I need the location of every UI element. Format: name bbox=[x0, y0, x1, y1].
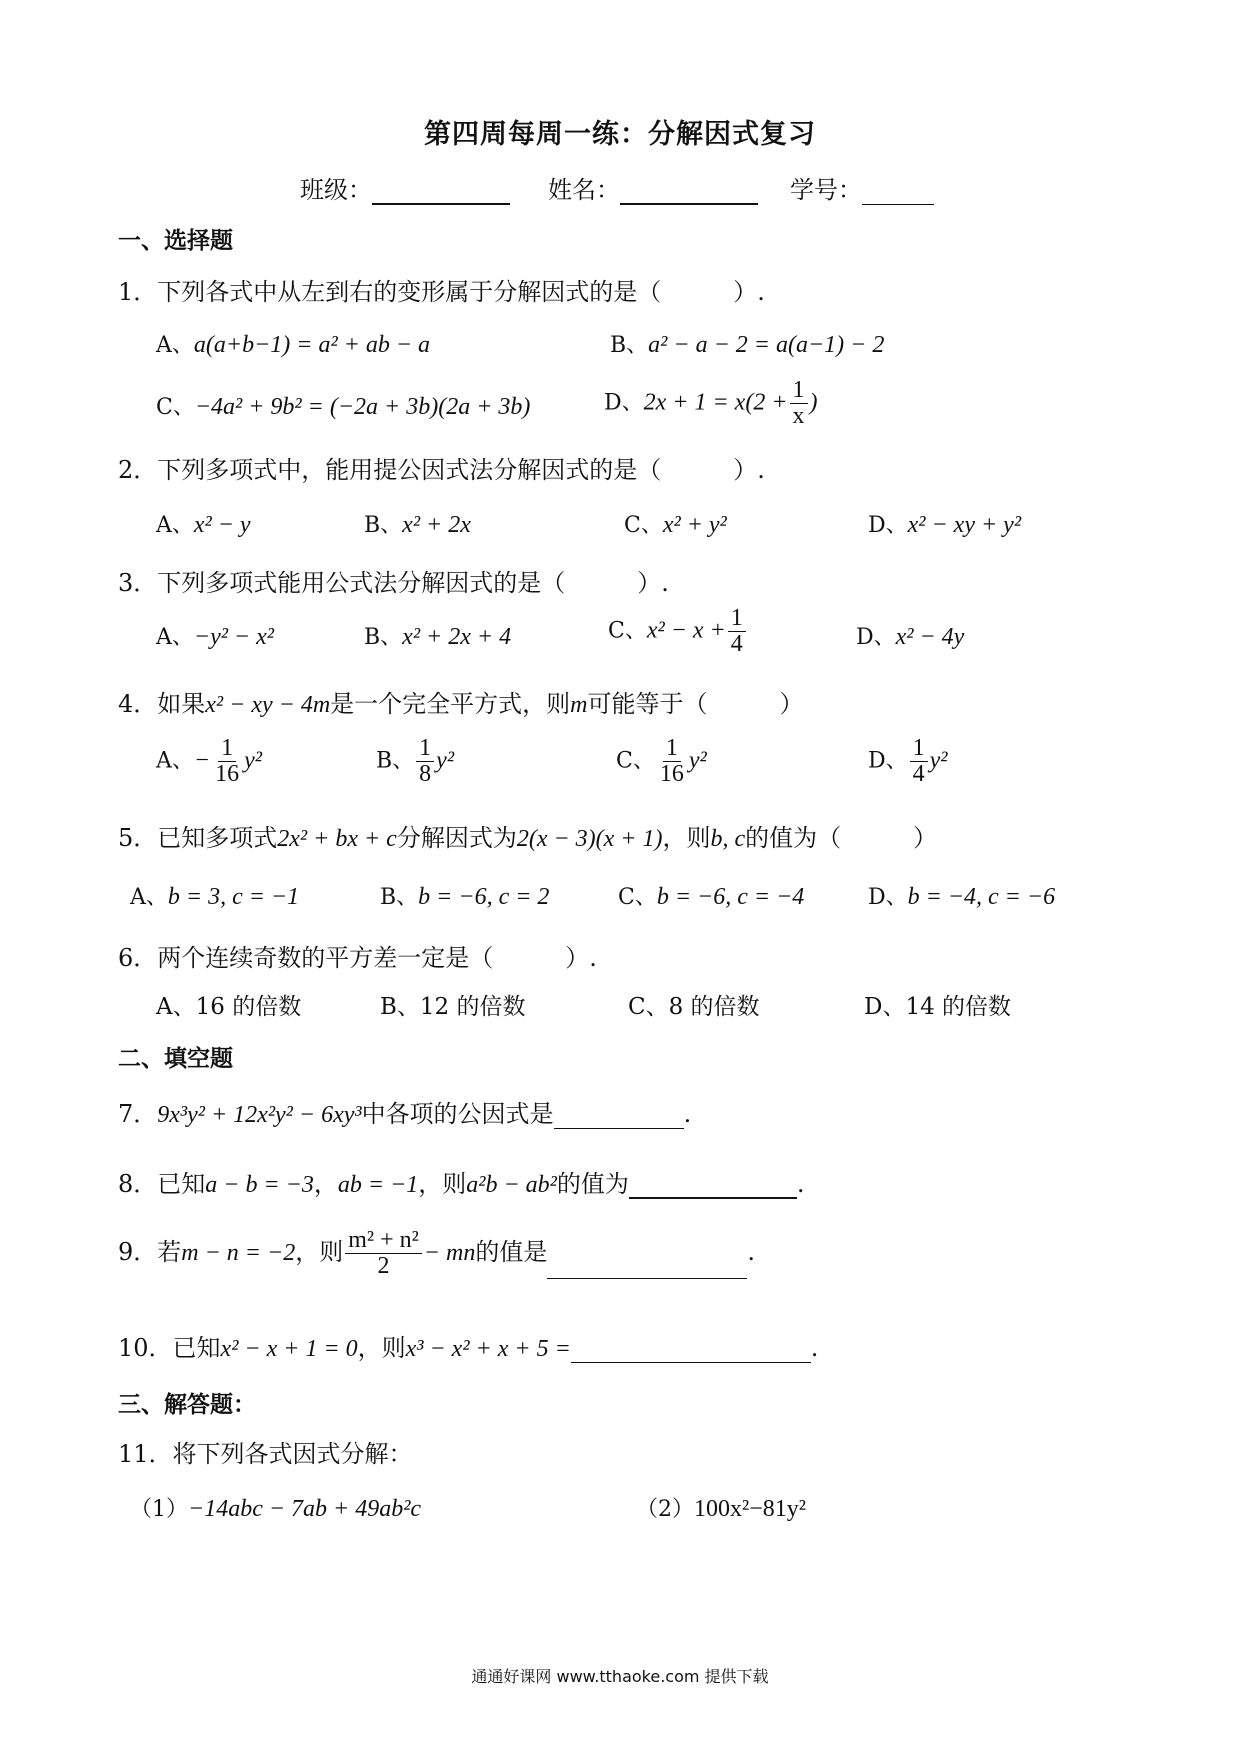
option-expr: x² − 4y bbox=[895, 624, 965, 650]
fraction-numerator: 1 bbox=[790, 378, 808, 404]
fraction-denominator: 8 bbox=[419, 761, 432, 788]
fraction-denominator: 4 bbox=[730, 631, 743, 658]
q5-option-c[interactable] bbox=[618, 880, 804, 911]
fraction-denominator: 2 bbox=[377, 1253, 390, 1280]
option-expr: 2x + 1 = x(2 + bbox=[643, 389, 788, 416]
question-7 bbox=[118, 1094, 691, 1129]
fraction bbox=[345, 1228, 422, 1279]
question-8 bbox=[118, 1164, 805, 1199]
q5-option-a[interactable] bbox=[130, 880, 299, 911]
option-label: C、 bbox=[608, 618, 647, 644]
question-3: 3．下列多项式能用公式法分解因式的是（ ）. bbox=[118, 569, 669, 597]
option-expr: −4a² + 9b² = (−2a + 3b)(2a + 3b) bbox=[194, 394, 531, 420]
q5-option-b[interactable] bbox=[380, 880, 549, 911]
part-label: （2） bbox=[636, 1497, 694, 1522]
question-text: . bbox=[747, 1238, 755, 1267]
question-expr: − mn bbox=[423, 1240, 476, 1267]
q1-option-c[interactable] bbox=[156, 390, 530, 421]
question-text: 4．如果 bbox=[118, 690, 206, 718]
q6-option-a[interactable]: A、16 的倍数 bbox=[156, 994, 302, 1020]
option-label: D、 bbox=[868, 748, 908, 774]
class-field bbox=[300, 170, 510, 205]
q4-option-b[interactable] bbox=[376, 736, 454, 787]
option-expr: y² bbox=[436, 747, 455, 774]
question-expr: 2x² + bx + c bbox=[277, 826, 397, 852]
question-expr: ab = −1 bbox=[337, 1172, 419, 1198]
option-expr: ) bbox=[809, 389, 818, 416]
fraction-denominator: 16 bbox=[659, 761, 684, 788]
question-4 bbox=[118, 684, 804, 719]
q6-option-d[interactable]: D、14 的倍数 bbox=[864, 994, 1012, 1020]
q1-option-b[interactable] bbox=[610, 328, 884, 359]
q3-option-c[interactable] bbox=[608, 606, 748, 657]
section-fill: 二、填空题 bbox=[118, 1046, 233, 1072]
option-expr: b = −4, c = −6 bbox=[907, 884, 1056, 910]
option-label: A、 bbox=[156, 625, 194, 650]
answer-blank[interactable] bbox=[629, 1175, 797, 1199]
fraction bbox=[212, 736, 242, 787]
question-text: 的值是 bbox=[475, 1238, 548, 1267]
option-expr: x² − x + bbox=[646, 617, 726, 644]
question-1: 1．下列各式中从左到右的变形属于分解因式的是（ ）. bbox=[118, 278, 765, 306]
q6-option-c[interactable]: C、8 的倍数 bbox=[628, 994, 760, 1020]
q2-option-d[interactable] bbox=[868, 508, 1021, 539]
option-label: D、 bbox=[868, 513, 908, 538]
question-text: ，则 bbox=[357, 1334, 406, 1362]
q1-option-a[interactable] bbox=[156, 328, 430, 359]
option-expr: a² − a − 2 = a(a−1) − 2 bbox=[648, 332, 885, 358]
option-expr: b = −6, c = 2 bbox=[418, 884, 550, 910]
question-6: 6．两个连续奇数的平方差一定是（ ）. bbox=[118, 944, 597, 972]
q3-option-a[interactable] bbox=[156, 620, 274, 651]
question-expr: x² − x + 1 = 0 bbox=[220, 1336, 358, 1362]
option-label: C、 bbox=[618, 885, 657, 910]
option-label: D、 bbox=[856, 625, 896, 650]
option-label: A、 bbox=[130, 885, 168, 910]
answer-blank[interactable] bbox=[547, 1256, 747, 1279]
question-expr: m bbox=[570, 692, 588, 718]
question-text: 7． bbox=[118, 1100, 158, 1128]
option-label: D、 bbox=[868, 885, 908, 910]
option-label: B、 bbox=[364, 513, 403, 538]
option-label: C、 bbox=[156, 395, 195, 420]
q11-part-2 bbox=[636, 1492, 806, 1523]
option-label: B、 bbox=[376, 748, 415, 774]
option-label: A、 bbox=[156, 748, 194, 774]
fraction-numerator: 1 bbox=[910, 736, 928, 762]
option-label: C、 bbox=[624, 513, 663, 538]
option-expr: y² bbox=[688, 747, 707, 774]
question-text: ，则 bbox=[295, 1238, 344, 1267]
option-expr: y² bbox=[244, 747, 262, 774]
question-text: 的值为 bbox=[556, 1170, 629, 1198]
question-text: ， bbox=[313, 1170, 338, 1198]
option-label: C、 bbox=[616, 748, 655, 774]
fraction-numerator: m² + n² bbox=[345, 1228, 422, 1254]
answer-blank[interactable] bbox=[571, 1340, 811, 1363]
question-text: 可能等于（ ） bbox=[587, 690, 804, 718]
option-label: B、 bbox=[364, 625, 403, 650]
class-blank[interactable] bbox=[372, 179, 510, 205]
question-text: 是一个完全平方式，则 bbox=[330, 690, 571, 718]
option-expr: x² − y bbox=[193, 512, 251, 538]
question-10 bbox=[118, 1328, 818, 1363]
part-expr: −14abc − 7ab + 49ab²c bbox=[188, 1496, 422, 1522]
q4-option-a[interactable] bbox=[156, 736, 262, 787]
question-expr: b, c bbox=[710, 826, 746, 852]
q5-option-d[interactable] bbox=[868, 880, 1055, 911]
fraction-numerator: 1 bbox=[416, 736, 434, 762]
option-label: B、 bbox=[380, 885, 419, 910]
fraction-denominator: 16 bbox=[215, 761, 240, 788]
question-expr: a²b − ab² bbox=[466, 1172, 557, 1198]
question-text: . bbox=[796, 1170, 805, 1198]
option-label: A、 bbox=[156, 513, 194, 538]
option-expr: b = 3, c = −1 bbox=[167, 884, 300, 910]
q6-option-b[interactable]: B、12 的倍数 bbox=[380, 994, 526, 1020]
part-label: （1） bbox=[130, 1497, 188, 1522]
option-label: B、 bbox=[610, 333, 649, 358]
q2-option-a[interactable] bbox=[156, 508, 251, 539]
fraction bbox=[657, 736, 687, 787]
question-expr: 2(x − 3)(x + 1) bbox=[516, 826, 663, 852]
fraction bbox=[910, 736, 928, 787]
question-text: 中各项的公因式是 bbox=[361, 1100, 554, 1128]
footer-text: 通通好课网 www.tthaoke.com 提供下载 bbox=[471, 1667, 769, 1686]
question-text: 的值为（ ） bbox=[745, 824, 938, 852]
question-text: . bbox=[810, 1334, 819, 1362]
question-text: 9．若 bbox=[118, 1238, 182, 1267]
question-9 bbox=[118, 1228, 755, 1279]
fraction bbox=[790, 378, 808, 429]
fraction-numerator: 1 bbox=[728, 606, 746, 632]
fraction-denominator: x bbox=[792, 403, 805, 430]
question-text: 10．已知 bbox=[118, 1334, 221, 1362]
option-expr: x² − xy + y² bbox=[907, 512, 1022, 538]
question-expr: 9x³y² + 12x²y² − 6xy³ bbox=[157, 1102, 362, 1128]
id-blank[interactable] bbox=[862, 180, 934, 205]
option-expr: y² bbox=[929, 747, 948, 774]
q4-option-c[interactable] bbox=[616, 736, 707, 787]
question-text: ，则 bbox=[418, 1170, 467, 1198]
option-expr: x² + 2x + 4 bbox=[402, 624, 512, 650]
question-expr: a − b = −3 bbox=[205, 1172, 314, 1198]
option-expr: −y² − x² bbox=[193, 624, 274, 650]
option-expr: b = −6, c = −4 bbox=[656, 884, 805, 910]
q2-option-c[interactable] bbox=[624, 508, 727, 539]
question-text: . bbox=[683, 1100, 692, 1128]
question-text: 8．已知 bbox=[118, 1170, 206, 1198]
q3-option-d[interactable] bbox=[856, 620, 964, 651]
option-label: D、 bbox=[604, 390, 644, 416]
q2-option-b[interactable] bbox=[364, 508, 471, 539]
question-11: 11．将下列各式因式分解： bbox=[118, 1440, 413, 1468]
option-expr: − bbox=[193, 747, 211, 774]
name-field bbox=[548, 170, 758, 205]
option-expr: x² + 2x bbox=[402, 512, 471, 538]
fraction bbox=[416, 736, 434, 787]
question-expr: x³ − x² + x + 5 = bbox=[405, 1336, 571, 1362]
question-text: 分解因式为 bbox=[396, 824, 517, 852]
question-text: ，则 bbox=[662, 824, 711, 852]
name-blank[interactable] bbox=[620, 179, 758, 205]
fraction bbox=[728, 606, 746, 657]
fraction-numerator: 1 bbox=[218, 736, 236, 762]
class-label: 班级： bbox=[300, 176, 372, 204]
section-choice: 一、选择题 bbox=[118, 228, 233, 254]
question-expr: m − n = −2 bbox=[181, 1240, 296, 1267]
question-2: 2．下列多项式中，能用提公因式法分解因式的是（ ）. bbox=[118, 456, 765, 484]
id-label: 学号： bbox=[790, 176, 862, 204]
question-expr: x² − xy − 4m bbox=[205, 692, 331, 718]
answer-blank[interactable] bbox=[554, 1106, 684, 1129]
q3-option-b[interactable] bbox=[364, 620, 511, 651]
id-field bbox=[790, 170, 934, 205]
question-text: 5．已知多项式 bbox=[118, 824, 278, 852]
q11-part-1 bbox=[130, 1492, 421, 1523]
fraction-denominator: 4 bbox=[912, 761, 925, 788]
option-label: A、 bbox=[156, 333, 194, 358]
option-expr: x² + y² bbox=[662, 512, 727, 538]
name-label: 姓名： bbox=[548, 176, 620, 204]
q4-option-d[interactable] bbox=[868, 736, 948, 787]
page-title: 第四周每周一练：分解因式复习 bbox=[424, 119, 816, 150]
option-expr: a(a+b−1) = a² + ab − a bbox=[193, 332, 431, 358]
section-solve: 三、解答题： bbox=[118, 1392, 256, 1418]
fraction-numerator: 1 bbox=[663, 736, 681, 762]
part-expr: 100x²−81y² bbox=[694, 1496, 806, 1522]
q1-option-d[interactable] bbox=[604, 378, 818, 429]
question-5 bbox=[118, 818, 937, 853]
